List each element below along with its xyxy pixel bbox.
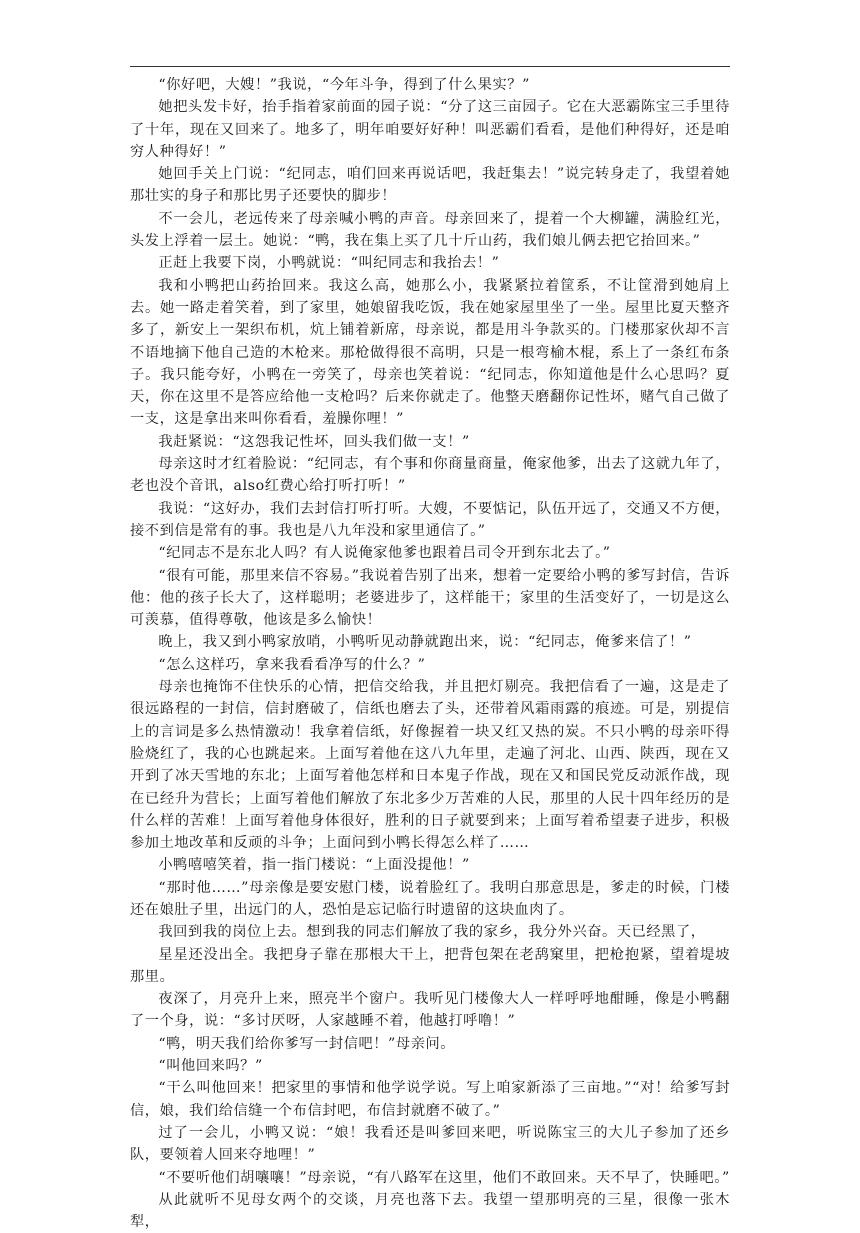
paragraph: “不要听他们胡嚷嚷！”母亲说，“有八路军在这里，他们不敢回来。天不早了，快睡吧。” bbox=[158, 1169, 730, 1186]
paragraph: “你好吧，大嫂！”我说，“今年斗争，得到了什么果实？” bbox=[158, 77, 530, 93]
article-body bbox=[130, 74, 730, 1233]
paragraph: 不一会儿，老远传来了母亲喊小鸭的声音。母亲回来了，提着一个大柳罐，满脸红光，头发上浮着一层土。她说：“鸭，我在集上买了几十斤山药，我们娘儿俩去把它抬回来。” bbox=[130, 210, 730, 250]
paragraph: 我说：“这好办，我们去封信打听打听。大嫂，不要惦记，队伍开远了，交通又不方便，接不到信是常有的事。我也是八九年没和家里通信了。” bbox=[130, 500, 730, 539]
paragraph: “很有可能，那里来信不容易。”我说着告别了出来，想着一定要给小鸭的爹写封信，告诉他：他的孩子长大了，这样聪明；老婆进步了，这样能干；家里的生活变好了，一切是这么可羡慕，值得尊敬，他该是多么愉快！ bbox=[130, 567, 730, 629]
paragraph: 过了一会儿，小鸭又说：“娘！我看还是叫爹回来吧，听说陈宝三的大儿子参加了还乡队，要领着人回来夺地哩！” bbox=[130, 1124, 730, 1164]
paragraph: 她把头发卡好，抬手指着家前面的园子说：“分了这三亩园子。它在大恶霸陈宝三手里待了十年，现在又回来了。地多了，明年咱要好好种！叫恶霸们看看，是他们种得好，还是咱穷人种得好！” bbox=[130, 99, 730, 160]
paragraph: 晚上，我又到小鸭家放哨，小鸭听见动静就跑出来，说：“纪同志，俺爹来信了！” bbox=[158, 634, 692, 651]
paragraph: 我赶紧说：“这怨我记性坏，回头我们做一支！” bbox=[158, 433, 470, 450]
paragraph: “纪同志不是东北人吗？有人说俺家他爹也跟着吕司令开到东北去了。” bbox=[158, 545, 611, 562]
paragraph: 夜深了，月亮升上来，照亮半个窗户。我听见门楼像大人一样呼呼地酣睡，像是小鸭翻了一个身，说：“多讨厌呀，人家越睡不着，他越打呼噜！” bbox=[130, 991, 730, 1030]
paragraph: “叫他回来吗？” bbox=[158, 1058, 263, 1075]
paragraph: 正赶上我要下岗，小鸭就说：“叫纪同志和我抬去！” bbox=[158, 255, 500, 272]
paragraph: “那时他……”母亲像是要安慰门楼，说着脸红了。我明白那意思是，爹走的时候，门楼还在娘肚子里，出远门的人，恐怕是忘记临行时遗留的这块血肉了。 bbox=[130, 879, 730, 918]
paragraph: 从此就听不见母女两个的交谈，月亮也落下去。我望一望那明亮的三星，很像一张木犁， bbox=[130, 1191, 730, 1231]
paragraph: 母亲也掩饰不住快乐的心情，把信交给我，并且把灯剔亮。我把信看了一遍，这是走了很远路程的一封信，信封磨破了，信纸也磨去了头，还带着风霜雨露的痕迹。可是，别提信上的言词是多么热情激动！我拿着信纸，好像握着一块又红又热的炭。不只小鸭的母亲吓得脸烧红了，我的心也跳起来。上面写着他在这八九年里，走遍了河北、山西、陕西，现在又开到了冰天雪地的东北；上面写着他怎样和日本鬼子作战，现在又和国民党反动派作战，现在已经升为营长；上面写着他们解放了东北多少万苦难的人民，那里的人民十四年经历的是什么样的苦难！上面写着他身体很好，胜利的日子就要到来；上面写着希望妻子进步，积极参加土地改革和反顽的斗争；上面问到小鸭长得怎么样了…… bbox=[130, 679, 730, 852]
paragraph: 星星还没出全。我把身子靠在那根大干上，把背包架在老鸹窠里，把枪抱紧，望着堤坡那里。 bbox=[130, 946, 730, 985]
paragraph: 我回到我的岗位上去。想到我的同志们解放了我的家乡，我分外兴奋。天已经黑了， bbox=[158, 924, 706, 941]
header-rule bbox=[130, 66, 730, 67]
paragraph: 小鸭嘻嘻笑着，指一指门楼说：“上面没提他！” bbox=[158, 857, 470, 874]
paragraph: 母亲这时才红着脸说：“纪同志，有个事和你商量商量，俺家他爹，出去了这就九年了，老也没个音讯，also红费心给打听打听！” bbox=[130, 456, 730, 495]
paragraph: 她回手关上门说：“纪同志，咱们回来再说话吧，我赶集去！”说完转身走了，我望着她那壮实的身子和那比男子还要快的脚步！ bbox=[130, 166, 730, 205]
paragraph: 我和小鸭把山药抬回来。我这么高，她那么小，我紧紧拉着筐系，不让筐滑到她肩上去。她一路走着笑着，到了家里，她娘留我吃饭，我在她家屋里坐了一坐。屋里比夏天整齐多了，新安上一架织布机，炕上铺着新席，母亲说，都是用斗争款买的。门楼那家伙却不言不语地摘下他自己造的木枪来。那枪做得很不高明，只是一根弯榆木棍，系上了一条红布条子。我只能夸好，小鸭在一旁笑了，母亲也笑着说：“纪同志，你知道他是什么心思吗？夏天，你在这里不是答应给他一支枪吗？后来你就走了。他整天磨翻你记性坏，赌气自己做了一支，这是拿出来叫你看看，羞臊你哩！” bbox=[130, 277, 730, 428]
paragraph: “鸭，明天我们给你爹写一封信吧！”母亲问。 bbox=[158, 1035, 456, 1052]
paragraph: “干么叫他回来！把家里的事情和他学说学说。写上咱家新添了三亩地。”“对！给爹写封信，娘，我们给信缝一个布信封吧，布信封就磨不破了。” bbox=[130, 1080, 730, 1119]
paragraph: “怎么这样巧，拿来我看看净写的什么？” bbox=[158, 656, 426, 673]
